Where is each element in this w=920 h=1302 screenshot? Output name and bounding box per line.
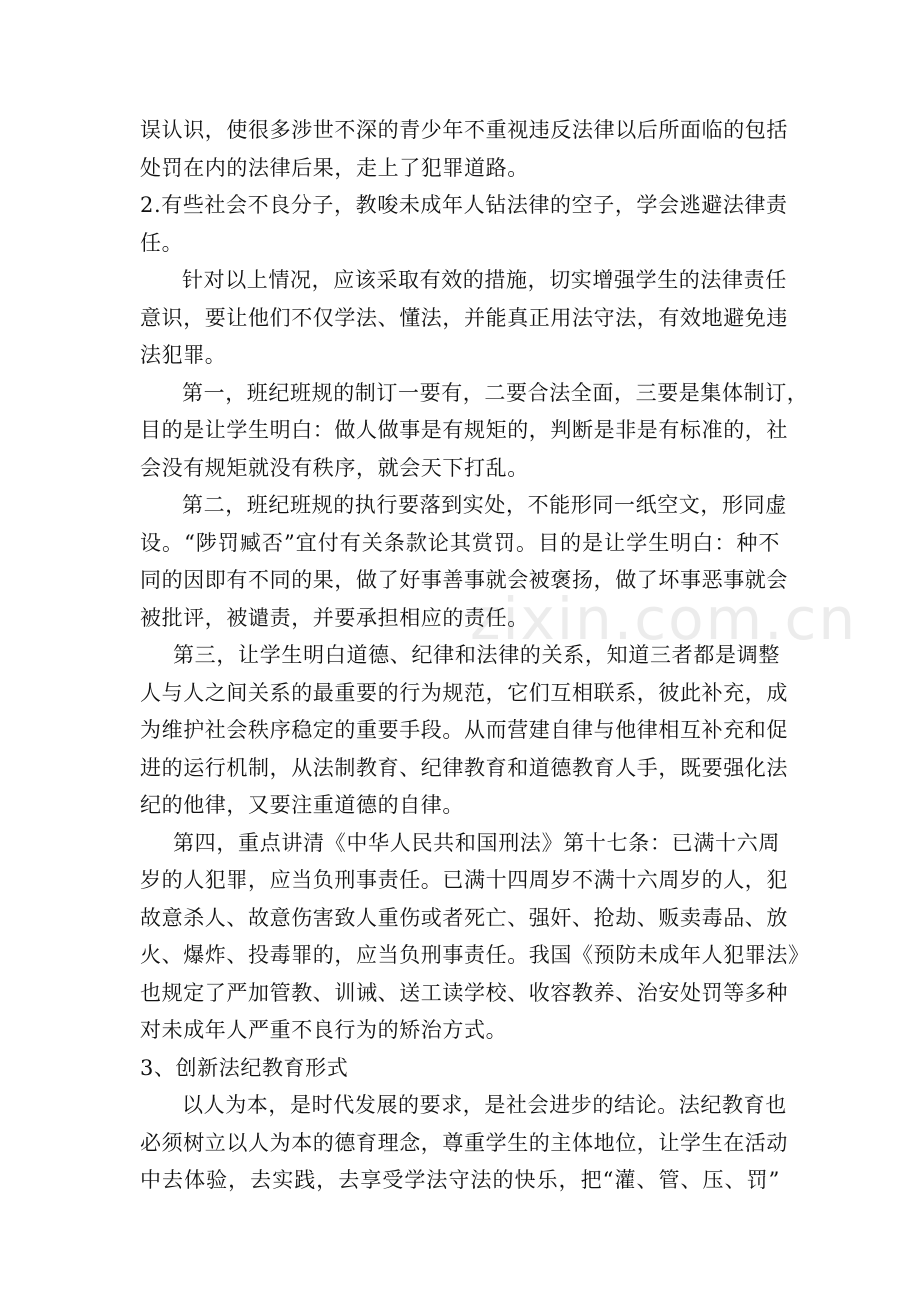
text-line: 也规定了严加管教、训诫、送工读学校、收容教养、治安处罚等多种 bbox=[140, 980, 788, 1005]
text-line: 被批评，被谴责，并要承担相应的责任。 bbox=[140, 605, 529, 630]
text-line: 进的运行机制，从法制教育、纪律教育和道德教育人手，既要强化法 bbox=[140, 755, 788, 780]
text-line: 以人为本，是时代发展的要求，是社会进步的结论。法纪教育也 bbox=[182, 1093, 787, 1117]
text-line: 目的是让学生明白：做人做事是有规矩的，判断是非是有标准的，社 bbox=[140, 418, 788, 442]
text-line: 故意杀人、故意伤害致人重伤或者死亡、强奸、抢劫、贩卖毒品、放 bbox=[140, 905, 788, 930]
text-line: 任。 bbox=[140, 230, 184, 255]
text-line: 第二，班纪班规的执行要落到实处，不能形同一纸空文，形同虚 bbox=[182, 493, 787, 517]
text-line: 为维护社会秩序稳定的重要手段。从而营建自律与他律相互补充和促 bbox=[140, 718, 788, 742]
text-line: 对未成年人严重不良行为的矫治方式。 bbox=[140, 1018, 508, 1042]
text-line: 人与人之间关系的最重要的行为规范，它们互相联系，彼此补充，成 bbox=[140, 680, 788, 705]
text-line: 第四，重点讲清《中华人民共和国刑法》第十七条：已满十六周 bbox=[173, 830, 780, 855]
text-line: 误认识，使很多涉世不深的青少年不重视违反法律以后所面临的包括 bbox=[140, 118, 788, 142]
text-line: 第三，让学生明白道德、纪律和法律的关系，知道三者都是调整 bbox=[173, 643, 780, 667]
text-line: 会没有规矩就没有秩序，就会天下打乱。 bbox=[140, 455, 529, 480]
text-line: 2.有些社会不良分子，教唆未成年人钻法律的空子，学会逃避法律责 bbox=[140, 193, 788, 217]
text-line: 法犯罪。 bbox=[140, 343, 227, 367]
text-line: 中去体验，去实践，去享受学法守法的快乐，把“灌、管、压、罚” bbox=[140, 1168, 780, 1192]
section-heading: 3、创新法纪教育形式 bbox=[140, 1055, 349, 1080]
text-line: 火、爆炸、投毒罪的，应当负刑事责任。我国《预防未成年人犯罪法》 bbox=[140, 943, 810, 967]
text-line: 纪的他律，又要注重道德的自律。 bbox=[140, 793, 464, 817]
text-line: 第一，班纪班规的制订一要有，二要合法全面，三要是集体制订， bbox=[182, 380, 809, 405]
text-line: 针对以上情况，应该采取有效的措施，切实增强学生的法律责任 bbox=[182, 268, 787, 292]
text-line: 岁的人犯罪，应当负刑事责任。已满十四周岁不满十六周岁的人，犯 bbox=[140, 868, 788, 892]
text-line: 同的因即有不同的果，做了好事善事就会被褒扬，做了坏事恶事就会 bbox=[140, 568, 788, 592]
text-line: 处罚在内的法律后果，走上了犯罪道路。 bbox=[140, 155, 529, 180]
watermark: zixin.com.cn bbox=[470, 585, 858, 653]
text-line: 设。“陟罚臧否”宜付有关条款论其赏罚。目的是让学生明白：种不 bbox=[140, 530, 780, 555]
document-body bbox=[140, 112, 810, 1200]
text-line: 必须树立以人为本的德育理念，尊重学生的主体地位，让学生在活动 bbox=[140, 1130, 788, 1155]
text-line: 意识，要让他们不仅学法、懂法，并能真正用法守法，有效地避免违 bbox=[140, 305, 788, 330]
